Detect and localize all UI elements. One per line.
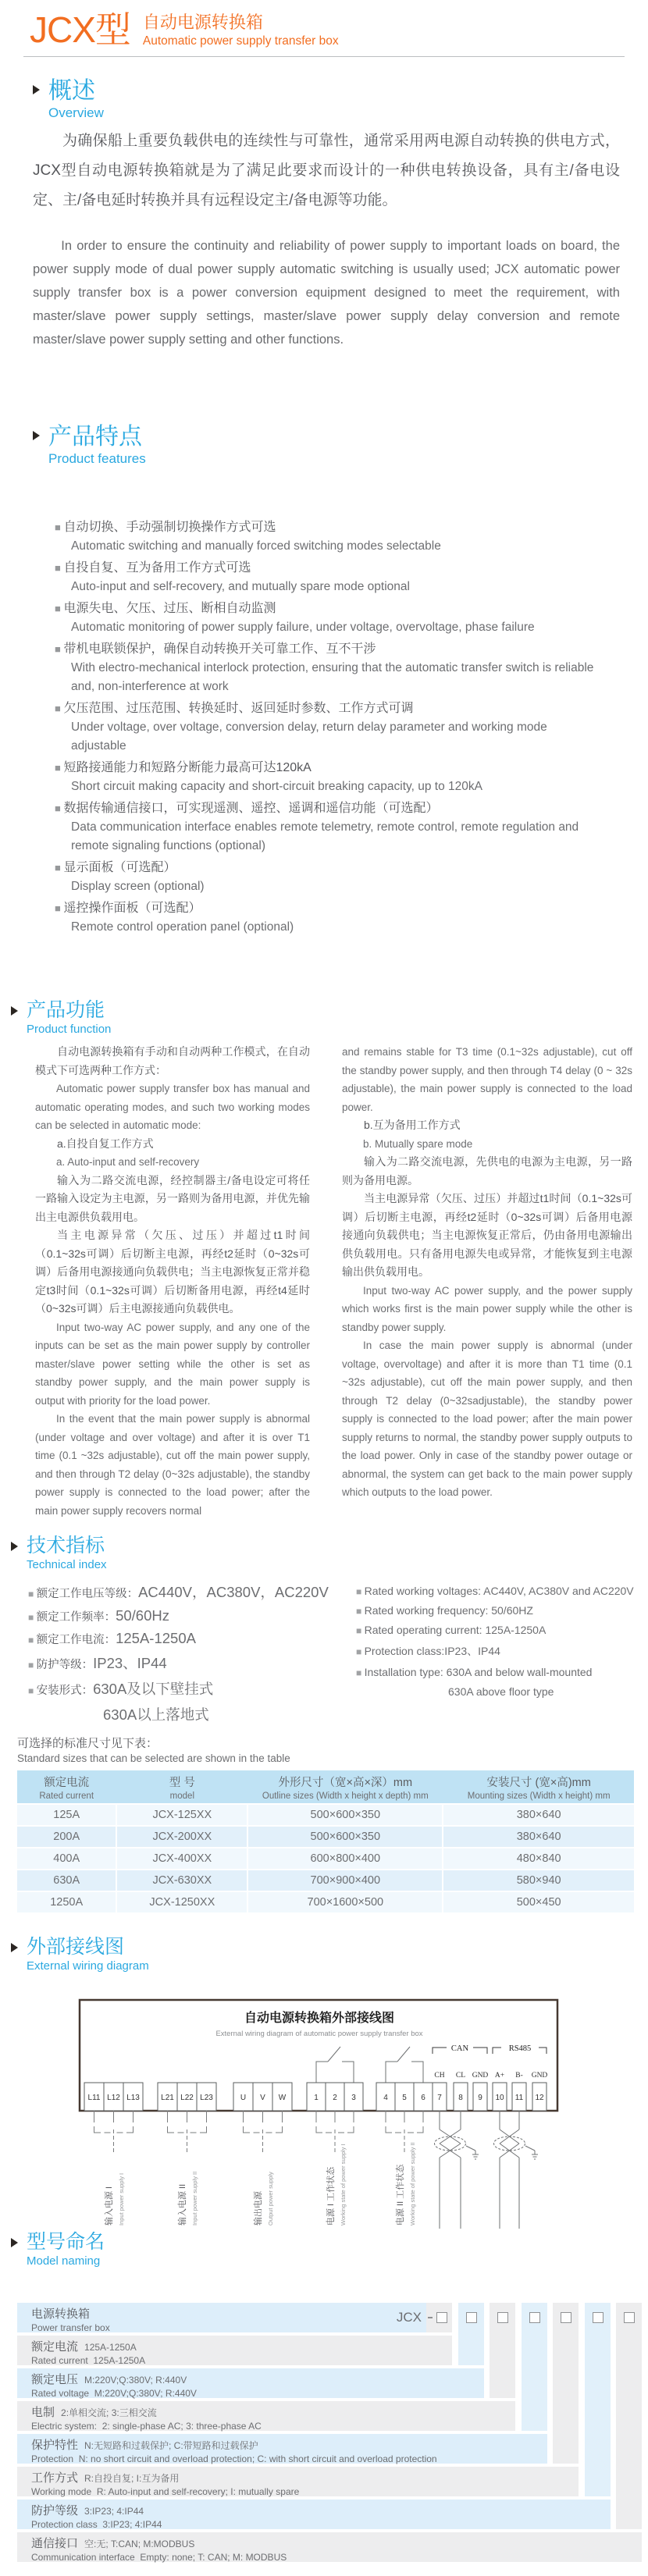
table-header-row (17, 1770, 634, 1803)
section-marker-triangle-icon (11, 1542, 18, 1551)
tech-item: ■ 额定工作频率：50/60Hz (28, 1607, 329, 1624)
terminal-label: 1 (314, 2094, 319, 2102)
bus-pin-label: A+ (494, 2072, 505, 2080)
terminal-label: L12 (107, 2094, 120, 2102)
table-cell: 400A (17, 1848, 116, 1869)
function-paragraph: In the event that the main power supply is abnormal (under voltage and over voltage) and after it is over T1 time (0.1 ~32s adjustable), cut off the main power supply, and then through T2 delay (0~32s adjustable), the standby power supply is connected to the load power; after the main power supply recovers normal (35, 1413, 310, 1517)
section-header-overview (33, 78, 104, 121)
model-code-box (436, 2312, 447, 2323)
section-header-naming (11, 2231, 105, 2268)
section-title-en: Product features (48, 451, 146, 466)
function-column-right (342, 1043, 632, 1502)
terminal-label: 4 (383, 2094, 388, 2102)
terminal-leads (94, 2111, 424, 2153)
diagram-title-zh: 自动电源转换箱外部接线图 (244, 2012, 395, 2025)
feature-item-zh: ■ 数据传输通信接口，可实现遥测、遥控、遥调和遥信功能（可选配） (55, 799, 601, 818)
section-marker-triangle-icon (33, 85, 40, 94)
group-label-en: Working state of power supply II (409, 2142, 416, 2226)
function-paragraph: 自动电源转换箱有手动和自动两种工作模式，在自动模式下可选两种工作方式： (35, 1045, 310, 1076)
tech-item-en: ■ Rated operating current: 125A-1250A (356, 1624, 634, 1636)
table-row (17, 1848, 634, 1869)
bus-pin-label: CL (455, 2072, 466, 2080)
function-column-left (35, 1043, 310, 1520)
table-cell: 580×940 (443, 1870, 634, 1891)
group-label-zh: 输入电源 II (178, 2183, 187, 2226)
feature-item-en: Under voltage, over voltage, conversion delay, return delay parameter and working mode adjustable (71, 720, 547, 753)
feature-item-zh: ■ 遥控操作面板（可选配） (55, 899, 601, 918)
table-cell: 380×640 (443, 1827, 634, 1847)
terminal-label: V (260, 2094, 265, 2102)
table-cell: 700×900×400 (248, 1870, 442, 1891)
group-label-en: Input power supply II (191, 2171, 198, 2226)
naming-row: 电制 2:单相交流; 3:三相交流 Electric system: 2: single-phase AC; 3: three-phase AC (17, 2401, 515, 2431)
technical-list-en (356, 1585, 634, 1698)
diagram-title-en: External wiring diagram of automatic power supply transfer box (215, 2030, 423, 2038)
naming-row: 额定电压 M:220V;Q:380V; R:440V Rated voltage M:220V;Q:380V; R:440V (17, 2368, 484, 2398)
features-list (55, 515, 601, 940)
product-title (30, 11, 339, 49)
table-cell: 125A (17, 1805, 116, 1825)
feature-item-en: Data communication interface enables remote telemetry, remote control, remote regulation and remote signaling functions (optional) (71, 820, 579, 852)
table-cell: JCX-200XX (117, 1827, 247, 1847)
tech-item: ■ 防护等级：IP23、IP44 (28, 1653, 329, 1673)
tech-item: ■ 额定工作电压等级：AC440V，AC380V，AC220V (28, 1582, 329, 1602)
terminal-label: L23 (200, 2094, 213, 2102)
technical-list-zh (28, 1582, 329, 1730)
feature-item-zh: ■ 短路接通能力和短路分断能力最高可达120kA (55, 759, 601, 777)
group-label-en: Input power supply I (118, 2172, 125, 2226)
terminal-label: U (240, 2094, 247, 2102)
tech-item-en: ■ Rated working voltages: AC440V, AC380V and AC220V (356, 1585, 634, 1597)
section-marker-triangle-icon (33, 431, 40, 440)
function-paragraph: Input two-way AC power supply, and any one of the inputs can be set as the main power supply by controller master/slave power setting while the other is set as standby power supply, and the main power supply is output with priority for the load power. (35, 1321, 310, 1407)
feature-item-zh: ■ 显示面板（可选配） (55, 859, 601, 877)
terminal-label: L21 (161, 2094, 174, 2102)
wiring-diagram (77, 1993, 561, 2235)
header-divider (23, 56, 625, 57)
table-cell: 700×1600×500 (248, 1892, 442, 1912)
naming-row: 电源转换箱 Power transfer box (17, 2303, 426, 2332)
section-title-zh: 产品特点 (48, 424, 142, 450)
group-label-zh: 电源 I 工作状态 (326, 2166, 336, 2226)
function-paragraph: Input two-way AC power supply, and the power supply which works first is the main power supply while the other is standby power supply. (342, 1284, 632, 1333)
terminal-label: L11 (87, 2094, 101, 2102)
model-code-box (466, 2312, 477, 2323)
feature-item-zh: ■ 电源失电、欠压、过压、断相自动监测 (55, 600, 601, 618)
section-title-en: Model naming (27, 2254, 101, 2268)
table-row (17, 1892, 634, 1912)
function-paragraph: a. Auto-input and self-recovery (56, 1156, 200, 1168)
section-marker-triangle-icon (11, 1006, 18, 1016)
model-code-box (561, 2312, 571, 2323)
product-subtitle (143, 11, 339, 49)
section-header-function (11, 999, 111, 1036)
table-cell: JCX-1250XX (117, 1892, 247, 1912)
feature-item-en: Automatic monitoring of power supply failure, under voltage, overvoltage, phase failure (71, 621, 535, 634)
naming-column-strip (553, 2303, 579, 2464)
bus-pin-label: GND (472, 2072, 489, 2080)
terminal-label: 8 (458, 2094, 463, 2102)
terminal-label: 12 (535, 2094, 544, 2102)
section-title-zh: 产品功能 (27, 999, 105, 1021)
table-cell: JCX-630XX (117, 1870, 247, 1891)
table-cell: 380×640 (443, 1805, 634, 1825)
group-label-zh: 电源 II 工作状态 (396, 2164, 405, 2226)
feature-item-en: Display screen (optional) (71, 880, 205, 893)
rs485-label: RS485 (508, 2044, 532, 2053)
table-row (17, 1827, 634, 1847)
feature-item-en: With electro-mechanical interlock protection, ensuring that the automatic transfer switch is reliable and, non-interference at work (71, 661, 594, 693)
section-title-zh: 技术指标 (27, 1535, 105, 1557)
tech-item: ■ 额定工作电流：125A-1250A (28, 1630, 329, 1647)
table-cell: 600×800×400 (248, 1848, 442, 1869)
naming-column-strip (616, 2303, 642, 2529)
model-code-box (624, 2312, 635, 2323)
tech-item-en: ■ Installation type: 630A and below wall-mounted (356, 1666, 634, 1678)
section-title-en: External wiring diagram (27, 1959, 149, 1973)
section-marker-triangle-icon (11, 1943, 18, 1952)
model-prefix: JCX (396, 2310, 422, 2325)
sizes-table (17, 1770, 634, 1914)
overview-paragraph-zh: 为确保船上重要负载供电的连续性与可靠性，通常采用两电源自动转换的供电方式，JCX型自动电源转换箱就是为了满足此要求而设计的一种供电转换设备，具有主/备电设定、主/备电延时转换并具有远程设定主/备电源等功能。 (33, 133, 620, 208)
table-intro-en: Standard sizes that can be selected are shown in the table (17, 1752, 290, 1764)
function-paragraph: a.自投自复工作方式 (57, 1137, 154, 1150)
terminal-label: 11 (514, 2094, 524, 2102)
model-naming-diagram (17, 2303, 642, 2565)
section-header-features (33, 424, 146, 467)
section-header-wiring (11, 1936, 149, 1973)
section-title-zh: 型号命名 (27, 2231, 105, 2253)
section-title-zh: 概述 (48, 78, 95, 104)
table-intro-zh: 可选择的标准尺寸见下表： (17, 1737, 158, 1750)
table-cell: 1250A (17, 1892, 116, 1912)
function-paragraph: b.互为备用工作方式 (364, 1119, 461, 1131)
function-paragraph: and remains stable for T3 time (0.1~32s adjustable), cut off the standby power supply, and then through T4 delay (0 ~ 32s adjustable), the main power supply is connected to the load power. (342, 1046, 632, 1113)
product-title-zh: 自动电源转换箱 (142, 12, 263, 32)
function-paragraph: In case the main power supply is abnormal (under voltage, overvoltage) and after it is more than T1 time (0.1 ~32s adjustable), cut off the main power supply, and then through T2 delay (0~32sadjustable), the standby power supply is connected to the load power; after the main power supply returns to normal, the standby power supply outputs to the load power. Only in case of the standby power outage or abnormal, the system can get back to the main power supply which outputs to the load power. (342, 1340, 632, 1498)
section-title-en: Product function (27, 1023, 112, 1036)
overview-body (33, 126, 620, 351)
table-cell: 480×840 (443, 1848, 634, 1869)
feature-item-zh: ■ 自动切换、手动强制切换操作方式可选 (55, 518, 601, 537)
group-labels (103, 2142, 416, 2226)
can-label: CAN (450, 2044, 469, 2053)
tech-item: ■ 安装形式：630A及以下壁挂式 (28, 1678, 329, 1699)
table-cell: 500×600×350 (248, 1805, 442, 1825)
feature-item-en: Auto-input and self-recovery, and mutually spare mode optional (71, 580, 410, 593)
feature-item-en: Short circuit making capacity and short-circuit breaking capacity, up to 120kA (71, 780, 482, 793)
section-header-technical (11, 1535, 107, 1571)
bus-pin-label: CH (434, 2072, 445, 2080)
table-cell: 200A (17, 1827, 116, 1847)
terminal-label: 5 (402, 2094, 407, 2102)
group-label-en: Working state of power supply I (340, 2144, 347, 2226)
terminal-label: 10 (495, 2094, 504, 2102)
tech-item-continuation: 630A以上落地式 (103, 1706, 209, 1723)
column-header: 外形尺寸（宽×高×深）mm Outline sizes (Width x height x depth) mm (248, 1770, 442, 1803)
naming-row: 工作方式 R:自投自复; I:互为备用 Working mode R: Auto-input and self-recovery; I: mutually spare (17, 2467, 579, 2496)
product-model: JCX型 (30, 9, 130, 50)
terminal-label: 7 (437, 2094, 442, 2102)
naming-row: 保护特性 N:无短路和过载保护; C:带短路和过载保护 Protection N: no short circuit and overload protection; C: with short circuit and overload protection (17, 2434, 547, 2464)
feature-item-en: Automatic switching and manually forced switching modes selectable (71, 539, 441, 553)
group-label-zh: 输出电源 (254, 2191, 263, 2226)
table-cell: 630A (17, 1870, 116, 1891)
table-cell: JCX-125XX (117, 1805, 247, 1825)
naming-row: 额定电流 125A-1250A Rated current 125A-1250A (17, 2336, 452, 2365)
feature-item-en: Remote control operation panel (optional) (71, 920, 294, 934)
column-header: 安装尺寸 (宽×高)mm Mounting sizes (Width x height) mm (443, 1770, 634, 1803)
column-header: 额定电流 Rated current (17, 1770, 116, 1803)
twisted-pair-cables (435, 2111, 539, 2229)
section-title-en: Overview (48, 105, 104, 120)
tech-item-en: ■ Protection class:IP23、IP44 (356, 1643, 634, 1659)
function-paragraph: 输入为二路交流电源，先供电的电源为主电源，另一路则为备用电源。 (342, 1155, 632, 1187)
tech-item-en: ■ Rated working frequency: 50/60HZ (356, 1604, 634, 1617)
feature-item-zh: ■ 欠压范围、过压范围、转换延时、返回延时参数、工作方式可调 (55, 699, 601, 718)
naming-column-strip (585, 2303, 611, 2496)
terminal-label: 2 (333, 2094, 337, 2102)
function-paragraph: 当主电源异常（欠压、过压）并超过t1时间（0.1~32s可调）后切断主电源，再经t2延时（0~32s可调）后备用电源接通向负载供电；当主电源恢复正常并稳定t3时间（0.1~32s可调）后切断备用电源，再经t4延时（0~32s可调）后主电源接通向负载供电。 (35, 1229, 310, 1315)
model-dash (428, 2317, 433, 2318)
terminal-label: L22 (180, 2094, 194, 2102)
feature-item-zh: ■ 自投自复、互为备用工作方式可选 (55, 559, 601, 578)
group-label-en: Output power supply (267, 2172, 274, 2226)
model-code-box (497, 2312, 508, 2323)
table-cell: JCX-400XX (117, 1848, 247, 1869)
function-paragraph: b. Mutually spare mode (363, 1137, 473, 1150)
terminal-label: L13 (126, 2094, 140, 2102)
product-title-en: Automatic power supply transfer box (142, 34, 339, 48)
column-header: 型 号 model (117, 1770, 247, 1803)
terminal-label: W (278, 2094, 287, 2102)
tech-item-en-continuation: 630A above floor type (448, 1685, 554, 1698)
naming-row: 通信接口 空:无; T:CAN; M:MODBUS Communication interface Empty: none; T: CAN; M: MODBUS (17, 2532, 642, 2562)
bus-pin-label: GND (531, 2072, 548, 2080)
section-marker-triangle-icon (11, 2238, 18, 2247)
group-label-zh: 输入电源 I (105, 2186, 114, 2226)
terminal-label: 3 (351, 2094, 356, 2102)
table-cell: 500×600×350 (248, 1827, 442, 1847)
function-paragraph: Automatic power supply transfer box has manual and automatic operating modes, and such two working modes can be selected in automatic mode: (35, 1083, 310, 1131)
section-title-zh: 外部接线图 (27, 1936, 125, 1958)
table-row (17, 1870, 634, 1891)
function-paragraph: 输入为二路交流电源，经控制器主/备电设定可将任一路输入设定为主电源，另一路则为备用电源，并优先输出主电源供负载用电。 (35, 1173, 310, 1223)
feature-item-zh: ■ 带机电联锁保护，确保自动转换开关可靠工作、互不干涉 (55, 640, 601, 659)
table-row (17, 1805, 634, 1825)
model-code-box (529, 2312, 540, 2323)
model-code-box (593, 2312, 603, 2323)
naming-row: 防护等级 3:IP23; 4:IP44 Protection class 3:IP23; 4:IP44 (17, 2500, 611, 2529)
bus-pin-label: B- (515, 2072, 523, 2080)
table-cell: 500×450 (443, 1892, 634, 1912)
terminal-label: 6 (421, 2094, 425, 2102)
section-title-en: Technical index (27, 1558, 107, 1571)
function-paragraph: 当主电源异常（欠压、过压）并超过t1时间（0.1~32s可调）后切断主电源，再经t2延时（0~32s可调）后备用电源接通向负载供电；当主电源恢复正常后，仍由备用电源输出供负载用电。只有备用电源失电或异常，才能恢复到主电源输出供负载用电。 (342, 1192, 632, 1278)
terminal-label: 9 (478, 2094, 482, 2102)
overview-paragraph-en: In order to ensure the continuity and reliability of power supply to important loads on board, the power supply mode of dual power supply automatic switching is usually used; JCX automatic power supply transfer box is a power conversion equipment designed to meet the requirement, with master/slave power supply settings, master/slave power supply delay conversion and remote master/slave power supply setting and other functions. (33, 239, 620, 347)
